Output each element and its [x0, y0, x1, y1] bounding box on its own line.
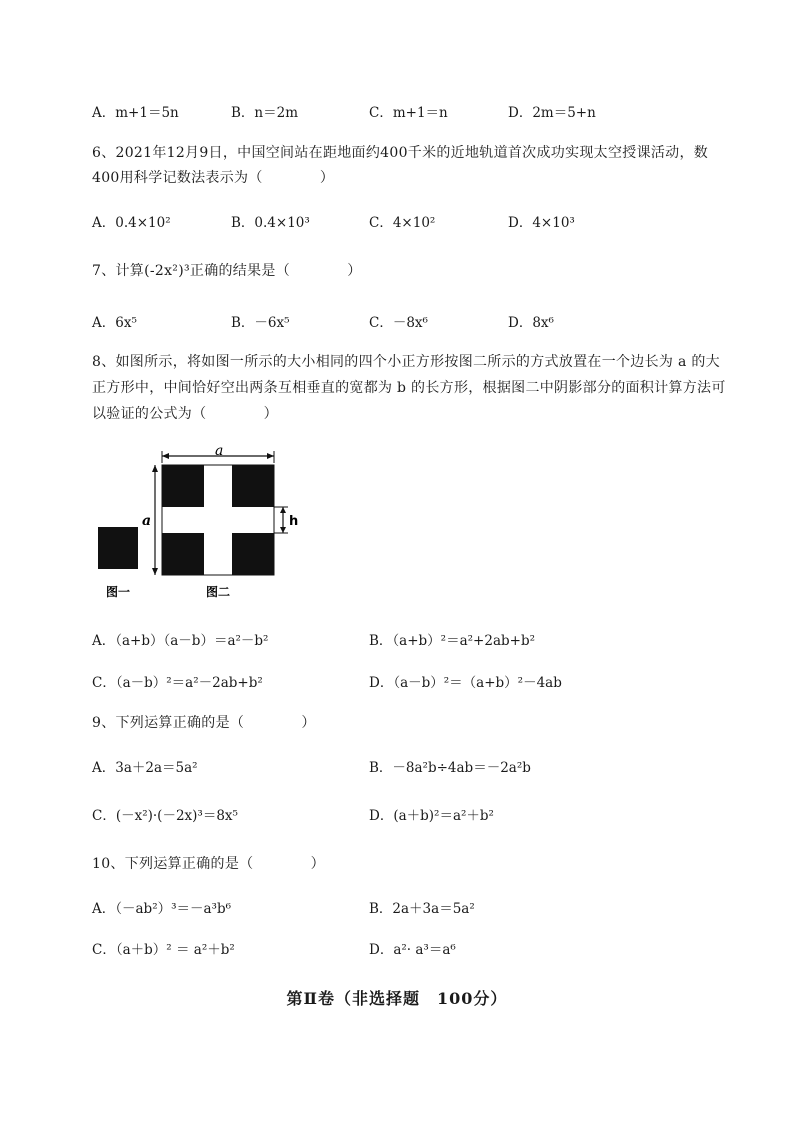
figure-two-square-tl [162, 465, 204, 507]
q7-option-a: A．6x⁵ [92, 315, 137, 331]
q7-option-b: B．－6x⁵ [231, 315, 290, 331]
figure-two-square-tr [232, 465, 274, 507]
figure-one-square [98, 527, 138, 569]
q10-stem: 10、下列运算正确的是（ ） [92, 856, 325, 872]
q8-stem-line2: 正方形中，中间恰好空出两条互相垂直的宽都为 b 的长方形，根据图二中阴影部分的面积计算方法可 [92, 380, 726, 396]
q6-stem-line2: 400用科学记数法表示为（ ） [92, 170, 335, 186]
q6-option-d: D．4×10³ [508, 215, 575, 231]
q9-option-d: D．(a＋b)²＝a²＋b² [369, 808, 494, 824]
q6-option-a: A．0.4×10² [92, 215, 171, 231]
figure-two-square-br [232, 533, 274, 575]
q7-option-d: D．8x⁶ [508, 315, 554, 331]
figure-caption-two: 图二 [206, 585, 231, 599]
q9-option-a: A．3a＋2a＝5a² [92, 760, 198, 776]
q5-option-b: B．n＝2m [231, 105, 299, 121]
q10-option-a: A．（－ab²）³＝－a³b⁶ [92, 901, 232, 917]
q7-option-c: C．－8x⁶ [369, 315, 428, 331]
q5-option-d: D．2m＝5+n [508, 105, 596, 121]
q6-option-c: C．4×10² [369, 215, 436, 231]
q8-stem-line3: 以验证的公式为（ ） [92, 406, 278, 422]
q8-option-d: D．（a－b）²＝（a+b）²－4ab [369, 675, 562, 691]
q10-option-c: C．（a＋b）² ＝ a²＋b² [92, 942, 235, 958]
q10-option-b: B．2a＋3a＝5a² [369, 901, 475, 917]
q5-option-c: C．m+1＝n [369, 105, 448, 121]
q9-option-b: B．－8a²b÷4ab＝－2a²b [369, 760, 531, 776]
q6-stem-line1: 6、2021年12月9日，中国空间站在距地面约400千米的近地轨道首次成功实现太空授课活动，数 [92, 145, 709, 161]
q8-option-c: C．（a－b）²＝a²－2ab+b² [92, 675, 263, 691]
q8-option-b: B．（a+b）²＝a²+2ab+b² [369, 633, 536, 649]
q10-option-d: D．a²· a³＝a⁶ [369, 942, 456, 958]
figure-label-top: a [215, 443, 224, 459]
q7-stem: 7、计算(-2x²)³正确的结果是（ ） [92, 263, 362, 279]
q8-option-a: A．（a+b）（a－b）＝a²－b² [92, 633, 269, 649]
q6-option-b: B．0.4×10³ [231, 215, 310, 231]
q5-option-a: A．m+1＝5n [92, 105, 179, 121]
q9-option-c: C．(－x²)·(－2x)³＝8x⁵ [92, 808, 238, 824]
figure-caption-one: 图一 [106, 585, 131, 599]
q8-figure [92, 443, 302, 603]
figure-two-square-bl [162, 533, 204, 575]
figure-label-right: h [289, 514, 299, 529]
q9-stem: 9、下列运算正确的是（ ） [92, 715, 316, 731]
section-title: 第Ⅱ卷（非选择题 100分） [286, 989, 508, 1008]
figure-label-left: a [142, 513, 152, 529]
q8-stem-line1: 8、如图所示，将如图一所示的大小相同的四个小正方形按图二所示的方式放置在一个边长为 a 的大 [92, 354, 720, 370]
